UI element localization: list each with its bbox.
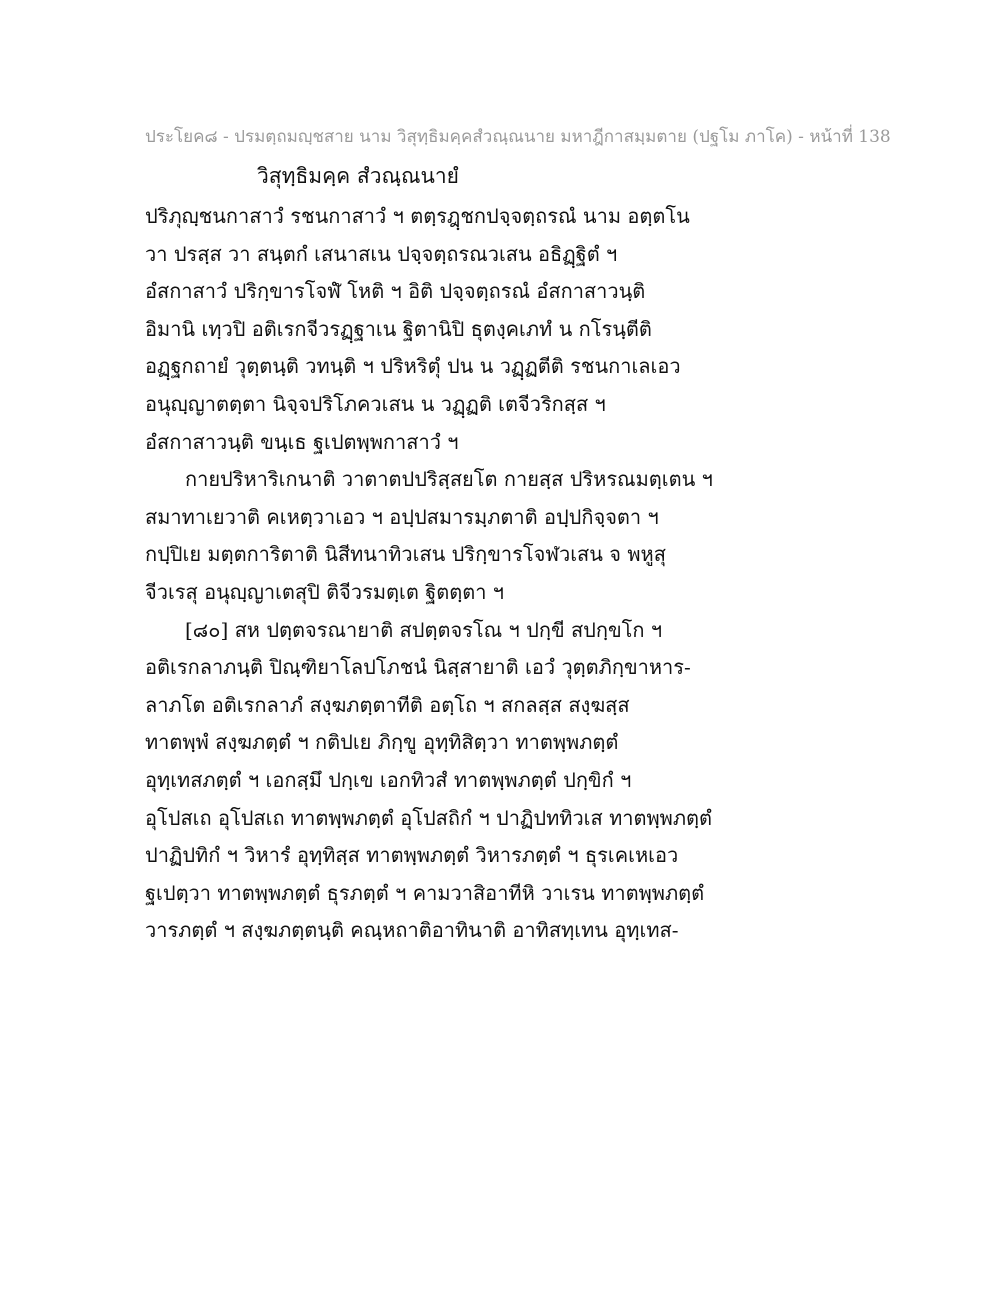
- paragraph-first-line: [๘๐] สห ปตฺตจรณายาติ สปตฺตจรโณ ฯ ปกฺขี สปกฺขโก ฯ: [185, 617, 663, 642]
- text-line: ฐเปตฺวา ทาตพฺพภตฺตํ ธุรภตฺตํ ฯ คามวาสิอาทีหิ วาเรน ทาตพฺพภตฺตํ: [145, 880, 705, 905]
- text-line: อฏฺฐกถายํ วุตฺตนฺติ วทนฺติ ฯ ปริหริตุํ ปน น วฏฺฏตีติ รชนกาเลเอว: [145, 354, 681, 379]
- text-line: วารภตฺตํ ฯ สงฺฆภตฺตนฺติ คณฺหถาติอาทินาติ อาทิสทฺเทน อุทฺเทส-: [145, 918, 679, 943]
- page-title: วิสุทฺธิมคฺค สํวณฺณนายํ: [257, 164, 459, 188]
- text-line: อิมานิ เทฺวปิ อติเรกจีวรฏฺฐาเน ฐิตานิปิ ธุตงฺคเภทํ น กโรนฺตีติ: [145, 316, 652, 341]
- paragraph-first-line: กายปริหาริเกนาติ วาตาตปปริสฺสยโต กายสฺส ปริหรณมตฺเตน ฯ: [185, 467, 713, 492]
- running-header: ประโยค๘ - ปรมตฺถมญฺชสาย นาม วิสุทฺธิมคฺคสํวณฺณนาย มหาฎีกาสมฺมตาย (ปฐโม ภาโค) - หน้าที่ 138: [145, 127, 891, 147]
- text-line: กปฺปิเย มตฺตการิตาติ นิสีทนาทิวเสน ปริกฺขารโจฬวเสน จ พหูสุ: [145, 542, 666, 567]
- text-line: สมาทาเยวาติ คเหตฺวาเอว ฯ อปฺปสมารมฺภตาติ อปฺปกิจฺจตา ฯ: [145, 504, 659, 529]
- text-line: อติเรกลาภนฺติ ปิณฺฑิยาโลปโภชนํ นิสฺสายาติ เอวํ วุตฺตภิกฺขาหาร-: [145, 655, 691, 680]
- text-line: อุทฺเทสภตฺตํ ฯ เอกสฺมึ ปกฺเข เอกทิวสํ ทาตพฺพภตฺตํ ปกฺขิกํ ฯ: [145, 767, 632, 792]
- text-line: จีวเรสุ อนุญฺญาเตสุปิ ติจีวรมตฺเต ฐิตตฺตา ฯ: [145, 579, 505, 604]
- text-line: ปาฏิปทิกํ ฯ วิหารํ อุทฺทิสฺส ทาตพฺพภตฺตํ วิหารภตฺตํ ฯ ธุรเคเหเอว: [145, 843, 679, 868]
- text-line: อุโปสเถ อุโปสเถ ทาตพฺพภตฺตํ อุโปสถิกํ ฯ ปาฏิปททิวเส ทาตพฺพภตฺตํ: [145, 805, 713, 830]
- text-line: วา ปรสฺส วา สนฺตกํ เสนาสเน ปจฺจตฺถรณวเสน อธิฏฺฐิตํ ฯ: [145, 241, 618, 266]
- text-line: อํสกาสาวนฺติ ขนฺเธ ฐเปตพฺพกาสาวํ ฯ: [145, 429, 459, 454]
- text-line: ทาตพฺพํ สงฺฆภตฺตํ ฯ กติปเย ภิกฺขู อุทฺทิสิตฺวา ทาตพฺพภตฺตํ: [145, 730, 619, 755]
- body-text: [145, 198, 865, 950]
- text-line: ลาภโต อติเรกลาภํ สงฺฆภตฺตาทีติ อตฺโถ ฯ สกลสฺส สงฺฆสฺส: [145, 692, 630, 717]
- text-line: อนุญฺญาตตฺตา นิจฺจปริโภควเสน น วฏฺฏติ เตจีวริกสฺส ฯ: [145, 391, 606, 416]
- text-line: อํสกาสาวํ ปริกฺขารโจฬํ โหติ ฯ อิติ ปจฺจตฺถรณํ อํสกาสาวนฺติ: [145, 279, 646, 304]
- text-line: ปริภุญฺชนกาสาวํ รชนกาสาวํ ฯ ตตฺรฎฺชกปจฺจตฺถรณํ นาม อตฺตโน: [145, 204, 690, 228]
